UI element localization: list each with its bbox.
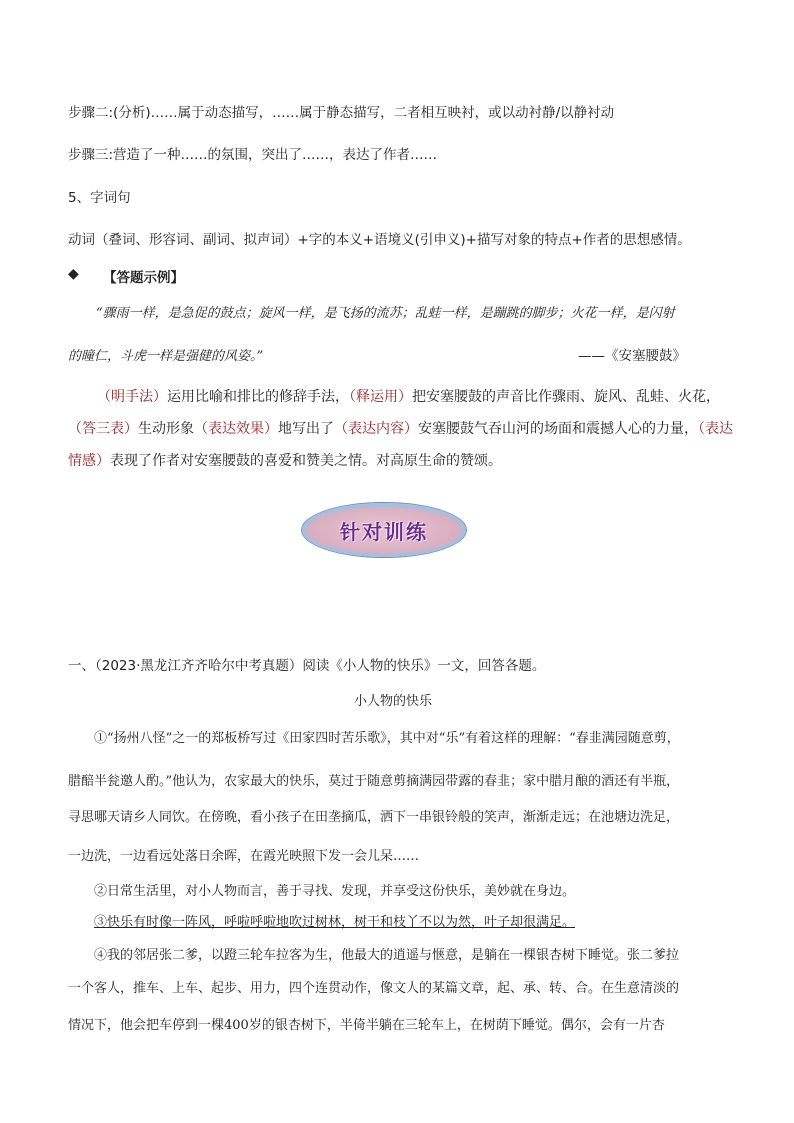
answer-text: 安塞腰鼓气吞山河的场面和震撼人心的力量， bbox=[418, 421, 698, 437]
article-line: ④我的邻居张二爹，以蹬三轮车拉客为生，他最大的逍遥与惬意，是躺在一棵银杏树下睡觉。张二爹拉 bbox=[94, 948, 680, 963]
badge-label: 针对训练 bbox=[340, 519, 428, 544]
answer-text: 表现了作者对安塞腰鼓的喜爱和赞美之情。对高原生命的赞颂。 bbox=[110, 453, 502, 469]
label-emotion-a: （表 bbox=[698, 421, 719, 437]
article-line: ②日常生活里，对小人物而言，善于寻找、发现，并享受这份快乐，美妙就在身边。 bbox=[94, 884, 576, 899]
step-three-line: 步骤三:营造了一种……的氛围，突出了……，表达了作者…… bbox=[68, 147, 438, 163]
article-line: 一个客人，推车、上车、起步、用力，四个连贯动作，像文人的某篇文章，起、承、转、合。在生意清淡的 bbox=[68, 981, 680, 996]
article-title: 小人物的快乐 bbox=[354, 694, 433, 709]
label-method: （明手法） bbox=[97, 389, 167, 405]
example-heading: 【答题示例】 bbox=[103, 270, 184, 286]
answer-example-paragraph bbox=[68, 381, 738, 477]
article-line: ①“扬州八怪”之一的郑板桥写过《田家四时苦乐歌》，其中对“乐”有着这样的理解：“春韭满园随意剪， bbox=[94, 731, 680, 746]
answer-text: 生动形象 bbox=[138, 421, 194, 437]
article-line: 寻思哪天请乡人同饮。在傍晚，看小孩子在田垄摘瓜，洒下一串银铃般的笑声，渐渐走远；在池塘边洗足， bbox=[68, 810, 680, 825]
article-line: 一边洗，一边看远处落日余晖，在霞光映照下发一会儿呆…… bbox=[68, 849, 420, 864]
label-effect: （表达效果） bbox=[194, 421, 278, 437]
question-one: 一、（2023·黑龙江齐齐哈尔中考真题）阅读《小人物的快乐》一文，回答各题。 bbox=[68, 658, 546, 674]
answer-text: 把安塞腰鼓的声音比作骤雨、旋风、乱蛙、火花， bbox=[412, 389, 720, 405]
article-line: 腊醅半瓮邀人酌。”他认为，农家最大的快乐，莫过于随意剪摘满园带露的春韭；家中腊月酿的酒还有半瓶， bbox=[68, 774, 680, 789]
article-line: 情况下，他会把车停到一棵400岁的银杏树下，半倚半躺在三轮车上，在树荫下睡觉。偶尔，会有一片杏 bbox=[68, 1018, 665, 1033]
section-heading: 5、字词句 bbox=[68, 190, 131, 206]
label-emotion-b: 达情感） bbox=[68, 421, 733, 469]
quote-line-1: “骤雨一样，是急促的鼓点；旋风一样，是飞扬的流苏；乱蛙一样，是蹦跳的脚步；火花一样，是闪射 bbox=[96, 306, 675, 321]
article-line-underlined: ③快乐有时像一阵风，呼啦呼啦地吹过树林，树干和枝丫不以为然，叶子却很满足。 bbox=[94, 915, 576, 930]
label-content: （表达内容） bbox=[334, 421, 418, 437]
step-two-line: 步骤二:(分析)……属于动态描写，……属于静态描写，二者相互映衬，或以动衬静/以静衬动 bbox=[68, 105, 615, 121]
quote-line-2: 的瞳仁，斗虎一样是强健的风姿。” bbox=[68, 349, 264, 364]
label-explain: （释运用） bbox=[349, 389, 412, 405]
answer-text: 运用比喻和排比的修辞手法， bbox=[167, 389, 349, 405]
formula-line: 动词（叠词、形容词、副词、拟声词）+字的本义+语境义(引申义)+描写对象的特点+作者的思想感情。 bbox=[68, 232, 691, 248]
answer-text: 地写出了 bbox=[278, 421, 334, 437]
label-three: （答三表） bbox=[68, 421, 138, 437]
diamond-bullet-icon: ◆ bbox=[68, 266, 79, 282]
training-badge bbox=[302, 503, 466, 557]
quote-source: ——《安塞腰鼓》 bbox=[578, 348, 686, 364]
